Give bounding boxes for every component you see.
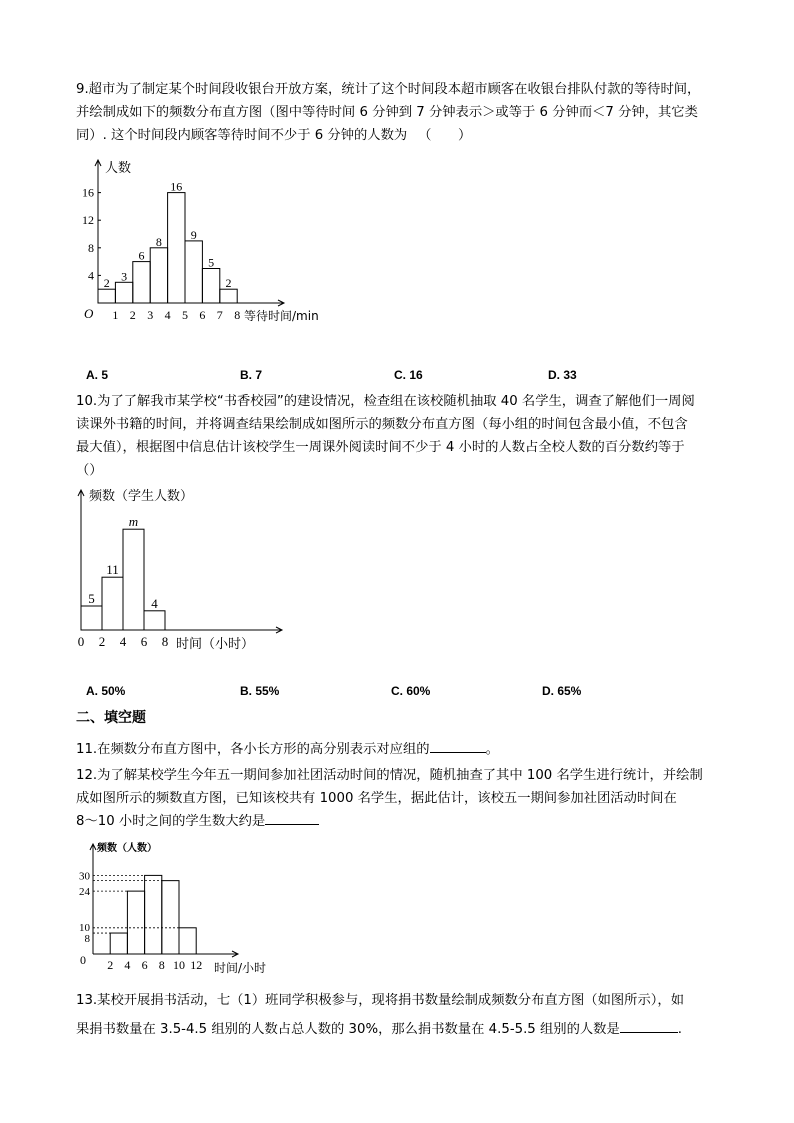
q12-text	[76, 764, 726, 833]
q9-line: 同）. 这个时间段内顾客等待时间不少于 6 分钟的人数为 （ ）	[76, 128, 472, 143]
q12-answer-blank[interactable]	[265, 812, 319, 825]
histogram-bar	[185, 241, 202, 303]
q9-line: 并绘制成如下的频数分布直方图（图中等待时间 6 分钟到 7 分钟表示＞或等于 6 分钟而＜7 分钟，其它类	[76, 105, 698, 120]
q10-line: （）	[76, 463, 103, 478]
bar-value-label: 8	[155, 234, 162, 249]
x-tick-label: 4	[124, 958, 131, 972]
bar-value-label: 2	[103, 276, 110, 291]
x-tick-label: 8	[161, 634, 169, 649]
q9-option-b[interactable]: B. 7	[240, 368, 263, 382]
q10-histogram	[70, 484, 330, 656]
bar-value-label: 5	[88, 591, 95, 606]
x-axis-label: 时间（小时）	[176, 637, 255, 652]
q10-option-b[interactable]: B. 55%	[240, 684, 280, 698]
x-tick-label: 8	[234, 308, 241, 322]
q9-text	[76, 78, 726, 147]
histogram-bar	[115, 282, 132, 303]
x-tick-label: 8	[158, 958, 165, 972]
x-tick-label: 3	[147, 308, 154, 322]
x-axis-label: 等待时间/min	[244, 309, 319, 323]
q13-text	[76, 986, 726, 1044]
q12-line: 成如图所示的频数直方图，已知该校共有 1000 名学生，据此估计，该校五一期间参加社团活动时间在	[76, 791, 677, 806]
q11-text	[76, 738, 726, 761]
x-tick-label: 2	[129, 308, 136, 322]
x-tick-label: 6	[199, 308, 206, 322]
x-tick-label: 2	[107, 958, 114, 972]
q10-option-c[interactable]: C. 60%	[391, 684, 431, 698]
bar-value-label: 2	[225, 276, 232, 291]
bar-value-label: 16	[170, 179, 183, 194]
bar-value-label: m	[128, 514, 139, 530]
x-tick-label: 12	[190, 958, 203, 972]
origin-label: O	[84, 306, 94, 321]
q10-option-d[interactable]: D. 65%	[542, 684, 582, 698]
q9-histogram	[76, 152, 356, 330]
histogram-bar	[179, 928, 196, 954]
x-tick-label: 6	[140, 634, 148, 649]
histogram-bar	[145, 875, 162, 954]
x-tick-label: 2	[98, 634, 106, 649]
histogram-bar	[123, 529, 144, 630]
y-tick-label: 8	[84, 933, 90, 946]
q9-option-c[interactable]: C. 16	[394, 368, 423, 382]
q13-line: 13.某校开展捐书活动，七（1）班同学积极参与，现将捐书数量绘制成频数分布直方图（如图所示），如	[76, 993, 685, 1008]
y-tick-label: 10	[79, 921, 90, 934]
histogram-bar	[162, 881, 179, 954]
q12-line: 8～10 小时之间的学生数大约是	[76, 814, 266, 829]
histogram-bar	[220, 289, 237, 303]
q13-answer-blank[interactable]	[620, 1020, 678, 1033]
q12-line: 12.为了解某校学生今年五一期间参加社团活动时间的情况，随机抽查了其中 100 名学生进行统计，并绘制	[76, 768, 703, 783]
q11-stem: 11.在频数分布直方图中，各小长方形的高分别表示对应组的	[76, 742, 430, 757]
histogram-bar	[168, 193, 185, 303]
q10-text	[76, 390, 726, 482]
q12-histogram	[72, 838, 282, 976]
y-axis-label: 人数	[105, 161, 132, 176]
histogram-bar	[81, 606, 102, 630]
q10-line: 10.为了了解我市某学校“书香校园”的建设情况，检查组在该校随机抽取 40 名学生，调查了解他们一周阅	[76, 394, 695, 409]
histogram-bar	[98, 289, 115, 303]
histogram-bar	[144, 611, 165, 630]
x-tick-label: 7	[216, 308, 223, 322]
section-title: 二、填空题	[76, 710, 146, 726]
bar-value-label: 3	[121, 269, 128, 284]
x-axis-label: 时间/小时	[214, 961, 267, 975]
q11-tail: 。	[485, 742, 499, 757]
x-tick-label: 0	[77, 634, 85, 649]
y-axis-label: 频数（人数）	[97, 843, 157, 854]
histogram-bar	[133, 262, 150, 303]
q9-line: 9.超市为了制定某个时间段收银台开放方案，统计了这个时间段本超市顾客在收银台排队付款的等待时间，	[76, 82, 701, 97]
q9-option-a[interactable]: A. 5	[86, 368, 109, 382]
x-tick-label: 1	[112, 308, 119, 322]
q13-line: 果捐书数量在 3.5-4.5 组别的人数占总人数的 30%，那么捐书数量在 4.5-5.5 组别的人数是	[76, 1022, 620, 1037]
histogram-bar	[110, 933, 127, 954]
histogram-bar	[127, 891, 144, 954]
histogram-bar	[102, 577, 123, 630]
q13-tail: .	[677, 1022, 683, 1037]
q10-option-a[interactable]: A. 50%	[86, 684, 126, 698]
q11-answer-blank[interactable]	[430, 740, 486, 753]
bar-value-label: 9	[190, 227, 197, 242]
y-tick-label: 24	[79, 886, 90, 899]
y-axis-label: 频数（学生人数）	[89, 489, 194, 504]
y-tick-label: 4	[88, 268, 94, 283]
q9-option-d[interactable]: D. 33	[548, 368, 577, 382]
y-tick-label: 16	[82, 185, 94, 200]
x-tick-label: 6	[141, 958, 148, 972]
bar-value-label: 11	[106, 562, 119, 578]
histogram-bar	[202, 269, 219, 304]
y-tick-label: 12	[82, 213, 94, 228]
x-tick-label: 5	[182, 308, 188, 322]
x-tick-label: 10	[173, 958, 185, 972]
q10-line: 读课外书籍的时间，并将调查结果绘制成如图所示的频数分布直方图（每小组的时间包含最小值，不包含	[76, 417, 688, 432]
q10-line: 最大值），根据图中信息估计该校学生一周课外阅读时间不少于 4 小时的人数占全校人数的百分数约等于	[76, 440, 685, 455]
origin-label: 0	[80, 953, 86, 967]
x-tick-label: 4	[119, 634, 127, 649]
y-tick-label: 8	[88, 240, 94, 255]
bar-value-label: 6	[138, 248, 145, 263]
histogram-bar	[150, 248, 167, 303]
y-tick-label: 30	[79, 870, 90, 883]
bar-value-label: 5	[208, 255, 215, 270]
bar-value-label: 4	[151, 595, 158, 611]
x-tick-label: 4	[164, 308, 171, 322]
